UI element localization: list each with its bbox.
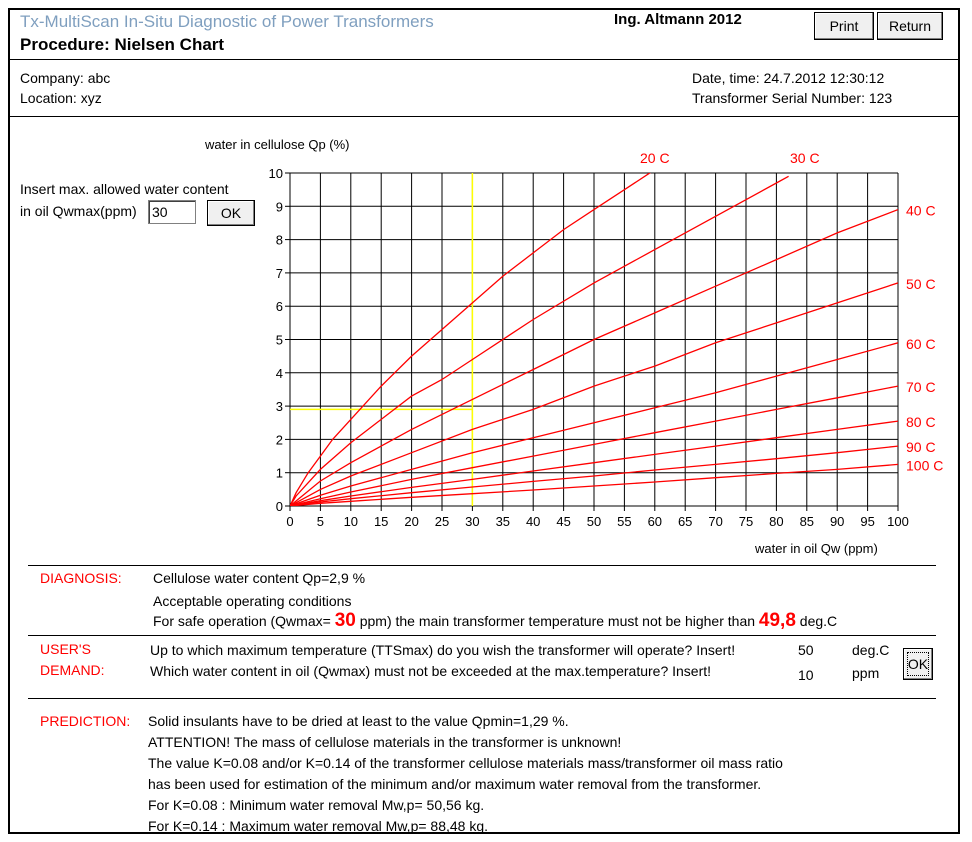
insert-label-line1: Insert max. allowed water content bbox=[20, 181, 229, 197]
y-tick-label-2: 2 bbox=[275, 432, 283, 448]
y-tick-label-9: 9 bbox=[275, 199, 283, 215]
y-tick-label-3: 3 bbox=[275, 399, 283, 415]
print-button[interactable]: Print bbox=[814, 12, 874, 40]
curve-label-60-C: 60 C bbox=[906, 335, 936, 352]
y-tick-label-8: 8 bbox=[275, 232, 283, 248]
prediction-label: PREDICTION: bbox=[40, 713, 131, 729]
y-tick-label-7: 7 bbox=[275, 265, 283, 281]
prediction-line-3: The value K=0.08 and/or K=0.14 of the transformer cellulose materials mass/transformer oil mass ratio bbox=[148, 755, 783, 771]
x-tick-label-45: 45 bbox=[556, 514, 571, 529]
y-tick-label-6: 6 bbox=[275, 299, 283, 315]
y-tick-label-0: 0 bbox=[275, 499, 283, 514]
x-tick-label-15: 15 bbox=[373, 514, 389, 529]
diagnosis-line3 bbox=[153, 610, 837, 632]
prediction-line-4: has been used for estimation of the minimum and/or maximum water removal from the transformer. bbox=[148, 776, 762, 792]
x-axis-label: water in oil Qw (ppm) bbox=[755, 541, 878, 556]
curve-label-90-C: 90 C bbox=[906, 439, 936, 456]
procedure-title: Procedure: Nielsen Chart bbox=[20, 35, 225, 54]
insert-label-line2: in oil Qwmax(ppm) bbox=[20, 203, 137, 219]
x-tick-label-90: 90 bbox=[829, 514, 845, 529]
prediction-line-5: For K=0.08 : Minimum water removal Mw,p= 50,56 kg. bbox=[148, 797, 485, 813]
return-button[interactable]: Return bbox=[877, 12, 943, 40]
x-tick-label-70: 70 bbox=[708, 514, 723, 529]
y-tick-label-5: 5 bbox=[275, 332, 283, 348]
qwmax-value: 30 bbox=[334, 610, 356, 631]
demand-label-2: DEMAND: bbox=[40, 662, 105, 678]
x-tick-label-0: 0 bbox=[286, 514, 294, 529]
company-label: Company: abc bbox=[20, 70, 111, 86]
y-tick-label-4: 4 bbox=[275, 365, 283, 381]
curve-label-100-C: 100 C bbox=[906, 457, 944, 474]
prediction-line-6: For K=0.14 : Maximum water removal Mw,p= 88,48 kg. bbox=[148, 818, 489, 834]
demand-question-1: Up to which maximum temperature (TTSmax) do you wish the transformer will operate? Insert! bbox=[150, 642, 736, 658]
y-axis-label: water in cellulose Qp (%) bbox=[205, 137, 350, 152]
curve-30-C bbox=[290, 176, 789, 506]
x-tick-label-40: 40 bbox=[525, 514, 541, 529]
x-tick-label-25: 25 bbox=[434, 514, 450, 529]
diagnosis-line3-a: For safe operation (Qwmax= bbox=[153, 613, 331, 629]
diagnosis-divider-top bbox=[28, 565, 936, 566]
insert-ok-button[interactable]: OK bbox=[207, 200, 255, 226]
serial-label: Transformer Serial Number: 123 bbox=[692, 90, 893, 106]
curve-label-70-C: 70 C bbox=[906, 379, 936, 396]
curve-label-40-C: 40 C bbox=[906, 202, 936, 219]
diagnosis-line3-c: deg.C bbox=[799, 613, 838, 629]
curve-label-20-C: 20 C bbox=[640, 150, 670, 166]
temperature-unit: deg.C bbox=[852, 642, 890, 658]
demand-divider-top bbox=[28, 635, 936, 636]
x-tick-label-30: 30 bbox=[465, 514, 480, 529]
x-tick-label-65: 65 bbox=[677, 514, 693, 529]
prediction-line-2: ATTENTION! The mass of cellulose materials in the transformer is unknown! bbox=[148, 734, 622, 750]
datetime-label: Date, time: 24.7.2012 12:30:12 bbox=[692, 70, 885, 86]
x-tick-label-5: 5 bbox=[316, 514, 325, 529]
prediction-line-1: Solid insulants have to be dried at least to the value Qpmin=1,29 %. bbox=[148, 713, 569, 729]
x-tick-label-35: 35 bbox=[495, 514, 511, 529]
diagnosis-label: DIAGNOSIS: bbox=[40, 570, 122, 586]
x-tick-label-60: 60 bbox=[647, 514, 663, 529]
diagnosis-line3-b: ppm) the main transformer temperature must not be higher than bbox=[359, 613, 756, 629]
curve-label-50-C: 50 C bbox=[906, 275, 936, 292]
demand-question-2: Which water content in oil (Qwmax) must not be exceeded at the max.temperature? Insert! bbox=[150, 663, 712, 679]
x-tick-label-95: 95 bbox=[860, 514, 875, 529]
max-temperature-value: 49,8 bbox=[758, 610, 796, 631]
demand-ok-button[interactable]: OK bbox=[903, 648, 933, 680]
diagnosis-line2: Acceptable operating conditions bbox=[153, 593, 352, 609]
x-tick-label-10: 10 bbox=[343, 514, 359, 529]
y-tick-label-10: 10 bbox=[268, 166, 283, 181]
x-tick-label-55: 55 bbox=[617, 514, 632, 529]
water-content-unit: ppm bbox=[852, 665, 880, 681]
x-tick-label-100: 100 bbox=[887, 514, 909, 529]
app-title: Tx-MultiScan In-Situ Diagnostic of Power Transformers bbox=[20, 12, 434, 31]
diagnosis-line1: Cellulose water content Qp=2,9 % bbox=[153, 570, 366, 586]
curve-label-30-C: 30 C bbox=[790, 150, 820, 166]
x-tick-label-20: 20 bbox=[404, 514, 419, 529]
x-tick-label-80: 80 bbox=[769, 514, 784, 529]
prediction-divider-top bbox=[28, 698, 936, 699]
y-tick-label-1: 1 bbox=[275, 465, 283, 481]
max-temperature-input[interactable]: 50 bbox=[795, 640, 845, 662]
x-tick-label-85: 85 bbox=[799, 514, 815, 529]
x-tick-label-75: 75 bbox=[738, 514, 754, 529]
location-label: Location: xyz bbox=[20, 90, 102, 106]
curve-20-C bbox=[290, 160, 673, 506]
max-water-content-input[interactable]: 10 bbox=[795, 665, 845, 687]
x-tick-label-50: 50 bbox=[586, 514, 602, 529]
demand-label-1: USER'S bbox=[40, 641, 91, 657]
curve-label-80-C: 80 C bbox=[906, 414, 936, 431]
author-label: Ing. Altmann 2012 bbox=[614, 11, 742, 28]
qwmax-input[interactable]: 30 bbox=[148, 200, 196, 224]
